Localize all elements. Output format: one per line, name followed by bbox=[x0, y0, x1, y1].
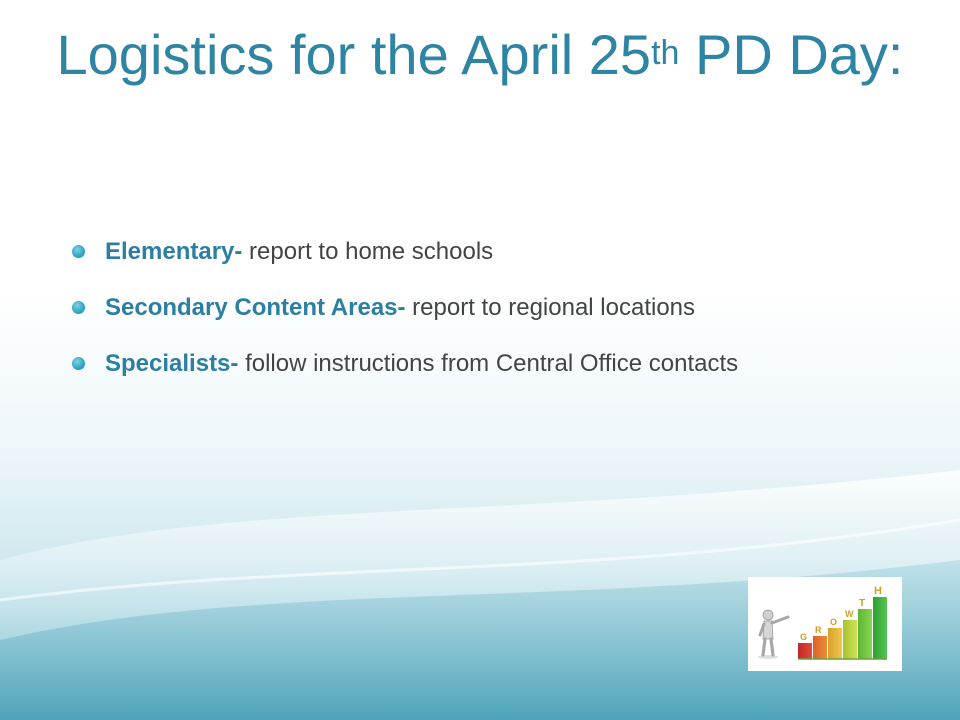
bullet-text: report to regional locations bbox=[405, 294, 696, 321]
bullet-dot-icon bbox=[72, 245, 85, 258]
growth-bar-chart-with-figure-icon bbox=[748, 577, 902, 671]
bullet-item bbox=[72, 292, 912, 324]
bullet-term: Secondary Content Areas- bbox=[105, 294, 406, 321]
bullet-text: report to home schools bbox=[242, 238, 494, 265]
bullet-text: follow instructions from Central Office contacts bbox=[238, 350, 739, 377]
bullet-dot-icon bbox=[72, 301, 85, 314]
growth-logo bbox=[748, 577, 902, 671]
growth-letter: T bbox=[859, 598, 866, 609]
growth-letter: W bbox=[845, 609, 854, 619]
title-superscript: th bbox=[651, 34, 680, 72]
bullet-item bbox=[72, 348, 912, 380]
title-main: Logistics for the April 25 bbox=[56, 23, 652, 86]
bullet-item bbox=[72, 236, 912, 268]
slide-title bbox=[40, 22, 920, 88]
title-end: PD Day: bbox=[679, 23, 904, 86]
growth-letter: O bbox=[830, 617, 838, 627]
bullet-list bbox=[72, 236, 912, 404]
bullet-term: Elementary- bbox=[105, 238, 243, 265]
bullet-dot-icon bbox=[72, 357, 85, 370]
growth-letter: G bbox=[800, 632, 808, 642]
growth-letter: R bbox=[815, 625, 822, 635]
growth-letter: H bbox=[874, 585, 882, 597]
bullet-term: Specialists- bbox=[105, 350, 239, 377]
